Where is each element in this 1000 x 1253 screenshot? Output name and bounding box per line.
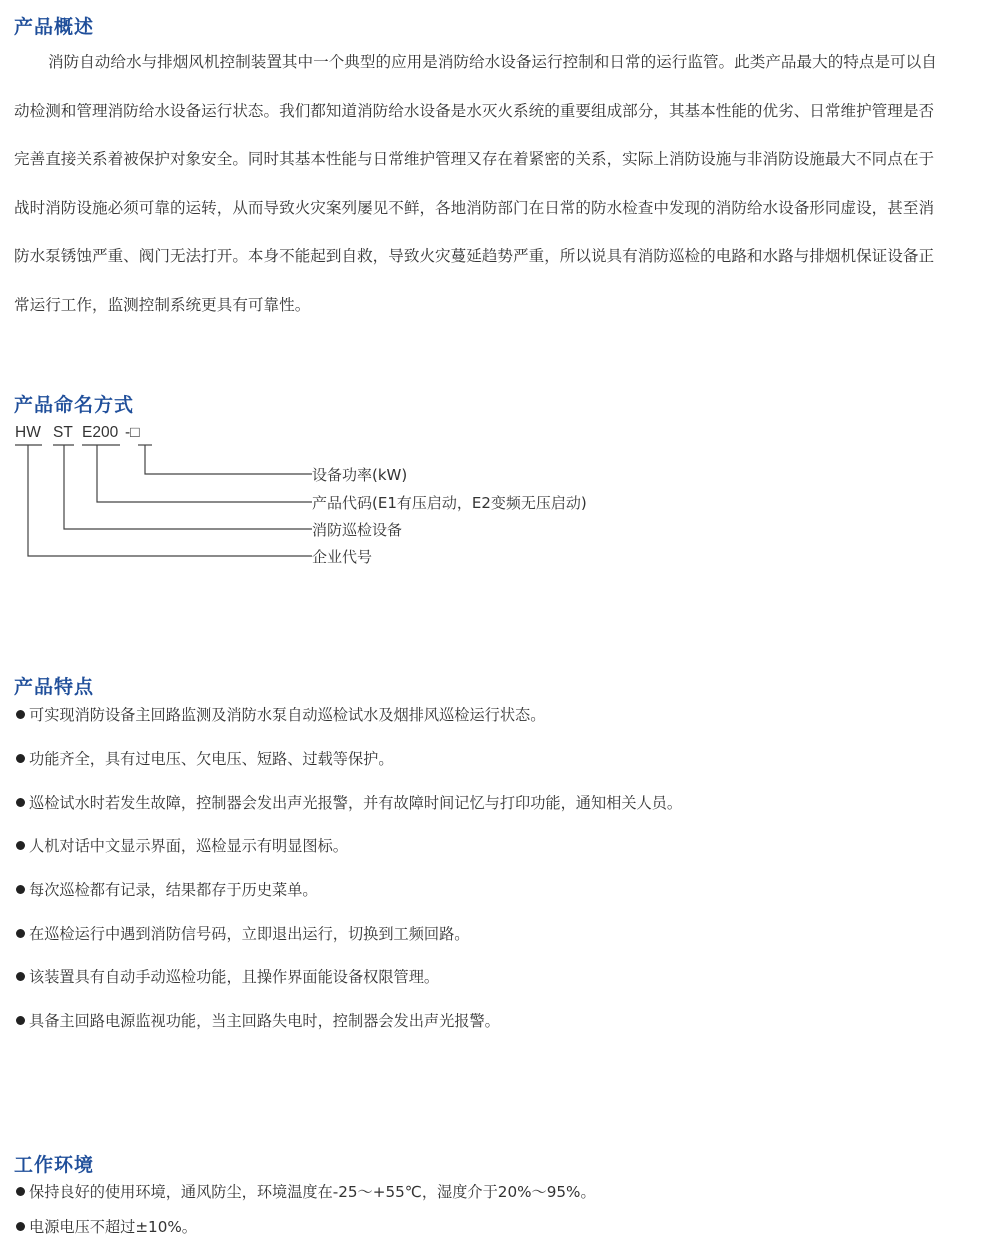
bullet-icon (16, 1187, 25, 1196)
naming-label-power: 设备功率(kW) (312, 466, 408, 484)
code-part-e200: E200 (82, 424, 119, 441)
overview-title: 产品概述 (14, 16, 95, 38)
feature-item: 人机对话中文显示界面，巡检显示有明显图标。 (16, 835, 348, 856)
feature-item: 功能齐全，具有过电压、欠电压、短路、过载等保护。 (16, 748, 394, 769)
code-part-st: ST (53, 424, 73, 441)
environment-item: 电源电压不超过±10%。 (16, 1216, 197, 1237)
naming-title: 产品命名方式 (14, 394, 135, 416)
naming-label-code: 产品代码(E1有压启动，E2变频无压启动) (312, 494, 587, 512)
code-part-hw: HW (15, 424, 41, 441)
bullet-icon (16, 972, 25, 981)
naming-label-company: 企业代号 (312, 548, 373, 566)
bullet-icon (16, 798, 25, 807)
environment-title: 工作环境 (14, 1154, 95, 1176)
bullet-icon (16, 1016, 25, 1025)
naming-diagram (0, 418, 700, 578)
bullet-icon (16, 1222, 25, 1231)
environment-item: 保持良好的使用环境，通风防尘，环境温度在-25～+55℃，湿度介于20%～95%。 (16, 1181, 596, 1202)
bullet-icon (16, 841, 25, 850)
feature-item: 在巡检运行中遇到消防信号码，立即退出运行，切换到工频回路。 (16, 923, 469, 944)
code-part-power: -□ (125, 424, 140, 441)
feature-item: 每次巡检都有记录，结果都存于历史菜单。 (16, 879, 318, 900)
overview-paragraph (14, 38, 980, 329)
feature-item: 巡检试水时若发生故障，控制器会发出声光报警，并有故障时间记忆与打印功能，通知相关人员。 (16, 792, 682, 813)
bullet-icon (16, 710, 25, 719)
feature-item: 具备主回路电源监视功能，当主回路失电时，控制器会发出声光报警。 (16, 1010, 500, 1031)
bullet-icon (16, 885, 25, 894)
overview-line: 消防自动给水与排烟风机控制装置其中一个典型的应用是消防给水设备运行控制和日常的运行监管。此类产品最大的特点是可以自 (48, 53, 937, 71)
overview-line: 防水泵锈蚀严重、阀门无法打开。本身不能起到自救，导致火灾蔓延趋势严重，所以说具有消防巡检的电路和水路与排烟机保证设备正 (14, 247, 935, 265)
features-title: 产品特点 (14, 676, 95, 698)
overview-line: 完善直接关系着被保护对象安全。同时其基本性能与日常维护管理又存在着紧密的关系，实际上消防设施与非消防设施最大不同点在于 (14, 150, 935, 168)
overview-line: 动检测和管理消防给水设备运行状态。我们都知道消防给水设备是水灭火系统的重要组成部分，其基本性能的优劣、日常维护管理是否 (14, 101, 935, 120)
overview-line: 战时消防设施必须可靠的运转，从而导致火灾案列屡见不鲜，各地消防部门在日常的防水检查中发现的消防给水设备形同虚设，甚至消 (14, 198, 935, 217)
bullet-icon (16, 754, 25, 763)
feature-item: 可实现消防设备主回路监测及消防水泵自动巡检试水及烟排风巡检运行状态。 (16, 704, 545, 725)
naming-label-inspect: 消防巡检设备 (312, 521, 403, 539)
bullet-icon (16, 929, 25, 938)
overview-line: 常运行工作，监测控制系统更具有可靠性。 (14, 295, 311, 314)
feature-item: 该装置具有自动手动巡检功能，且操作界面能设备权限管理。 (16, 966, 439, 987)
